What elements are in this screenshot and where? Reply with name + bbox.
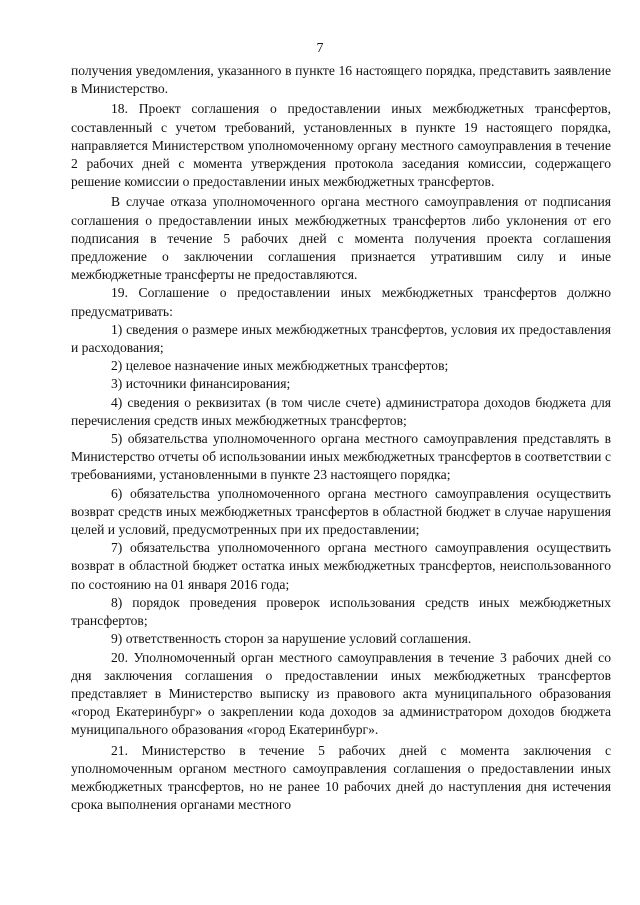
paragraph-item-18: 18. Проект соглашения о предоставлении иных межбюджетных трансфертов, составленный с учетом требований, установленных в пункте 19 настоящего порядка, направляется Министерством уполномоченному органу местного самоуправления в течение 2 рабочих дней с момента утверждения протокола заседания комиссии, содержащего решение комиссии о предоставлении иных межбюджетных трансфертов. <box>71 101 611 190</box>
paragraph-item-21: 21. Министерство в течение 5 рабочих дней с момента заключения с уполномоченным органом местного самоуправления соглашения о предоставлении иных межбюджетных трансфертов, но не ранее 10 рабочих дней до наступления дня истечения срока выполнения органами местного <box>71 742 611 813</box>
document-body <box>71 62 611 814</box>
list-item-1: 1) сведения о размере иных межбюджетных трансфертов, условия их предоставления и расходования; <box>71 321 611 356</box>
list-item-7: 7) обязательства уполномоченного органа местного самоуправления осуществить возврат в областной бюджет остатка иных межбюджетных трансфертов, неиспользованного по состоянию на 01 января 2016 года; <box>71 540 611 592</box>
paragraph-item-20: 20. Уполномоченный орган местного самоуправления в течение 3 рабочих дней со дня заключения соглашения о предоставлении иных межбюджетных трансфертов представляет в Министерство выписку из правового акта муниципального образования «город Екатеринбург» о закреплении кода доходов за администратором доходов бюджета муниципального образования «город Екатеринбург». <box>71 649 611 738</box>
paragraph-continuation: получения уведомления, указанного в пункте 16 настоящего порядка, представить заявление в Министерство. <box>71 63 611 97</box>
list-item-8: 8) порядок проведения проверок использования средств иных межбюджетных трансфертов; <box>71 594 611 629</box>
paragraph-item-19: 19. Соглашение о предоставлении иных межбюджетных трансфертов должно предусматривать: <box>71 285 611 319</box>
list-item-2: 2) целевое назначение иных межбюджетных трансфертов; <box>111 358 449 374</box>
list-item-3: 3) источники финансирования; <box>111 376 291 392</box>
page-number: 7 <box>316 41 324 56</box>
list-item-5: 5) обязательства уполномоченного органа местного самоуправления представлять в Министерство отчеты об использовании иных межбюджетных трансфертов в соответствии с требованиями, установленными в пункте 23 настоящего порядка; <box>71 431 611 483</box>
list-item-6: 6) обязательства уполномоченного органа местного самоуправления осуществить возврат средств иных межбюджетных трансфертов в областной бюджет в случае нарушения целей и условий, предусмотренных при их предоставлении; <box>71 485 611 538</box>
list-item-4: 4) сведения о реквизитах (в том числе счете) администратора доходов бюджета для перечисления средств иных межбюджетных трансфертов; <box>71 394 611 428</box>
paragraph-refusal: В случае отказа уполномоченного органа местного самоуправления от подписания соглашения о предоставлении иных межбюджетных трансфертов либо уклонения от его подписания в течение 5 рабочих дней с момента получения проекта соглашения предложение о заключении соглашения признается утратившим силу и иные межбюджетные трансферты не предоставляются. <box>71 194 611 283</box>
list-item-9: 9) ответственность сторон за нарушение условий соглашения. <box>111 631 472 647</box>
